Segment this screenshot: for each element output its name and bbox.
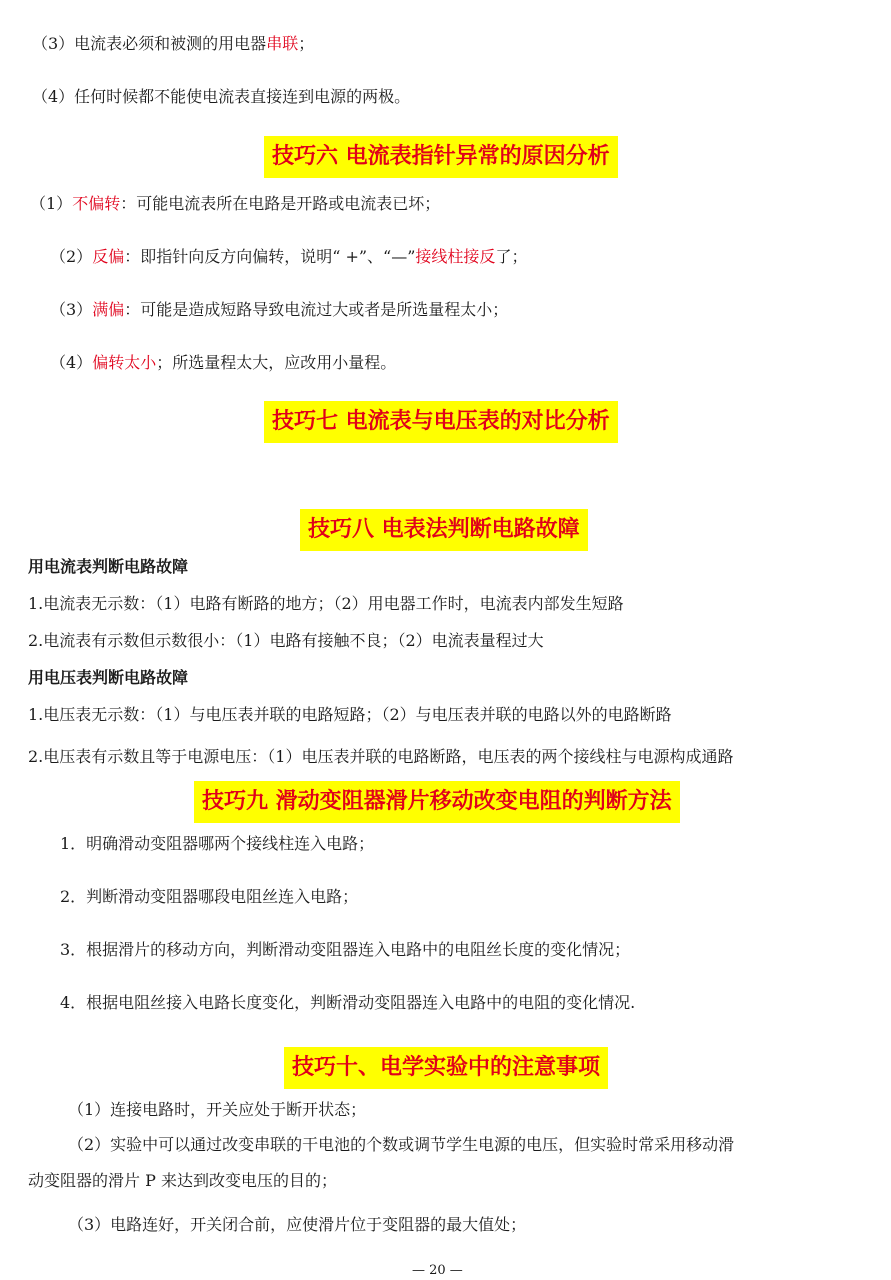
item-emphasis: 偏转太小: [92, 353, 157, 372]
section-9-item-2: 2．判断滑动变阻器哪段电阻丝连入电路；: [60, 887, 359, 906]
section-9-title: 技巧九 滑动变阻器滑片移动改变电阻的判断方法: [194, 781, 680, 823]
item-4: [32, 86, 410, 108]
section-9-item-4: 4．根据电阻丝接入电路长度变化，判断滑动变阻器连入电路中的电阻的变化情况.: [60, 993, 636, 1012]
subheading-voltmeter: 用电压表判断电路故障: [28, 668, 189, 687]
item-3: [32, 33, 314, 55]
section-6-item-2: [50, 246, 527, 268]
section-10-item-3: （3）电路连好，开关闭合前，应使滑片位于变阻器的最大值处；: [68, 1215, 527, 1234]
item-prefix: （3）: [50, 300, 93, 319]
section-10-item-1: （1）连接电路时，开关应处于断开状态；: [68, 1100, 367, 1119]
section-7-title: 技巧七 电流表与电压表的对比分析: [264, 401, 618, 443]
item-emphasis: 不偏转: [72, 194, 121, 213]
section-10-item-2a: （2）实验中可以通过改变串联的干电池的个数或调节学生电源的电压，但实验时常采用移动滑: [68, 1135, 735, 1154]
item-emphasis: 满偏: [92, 300, 125, 319]
voltmeter-item-1: 1.电压表无示数：（1）与电压表并联的电路短路；（2）与电压表并联的电路以外的电路断路: [28, 705, 672, 724]
section-6-title: 技巧六 电流表指针异常的原因分析: [264, 136, 618, 178]
section-10-item-2b: 动变阻器的滑片 P 来达到改变电压的目的；: [28, 1171, 337, 1190]
item-text: ：即指针向反方向偏转，说明“ +”、“—”: [124, 247, 416, 266]
item-3-tail: ；: [298, 34, 315, 53]
section-9-item-3: 3．根据滑片的移动方向，判断滑动变阻器连入电路中的电阻丝长度的变化情况；: [60, 940, 631, 959]
section-6-item-1: [30, 193, 440, 215]
item-emphasis-2: 接线柱接反: [415, 247, 496, 266]
item-tail: 了；: [495, 247, 528, 266]
ammeter-item-1: 1.电流表无示数：（1）电路有断路的地方；（2）用电器工作时，电流表内部发生短路: [28, 594, 624, 613]
item-4-text: （4）任何时候都不能使电流表直接连到电源的两极。: [32, 87, 411, 106]
voltmeter-item-2: 2.电压表有示数且等于电源电压：（1）电压表并联的电路断路，电压表的两个接线柱与电源构成通路: [28, 747, 734, 766]
section-9-item-1: 1．明确滑动变阻器哪两个接线柱连入电路；: [60, 834, 375, 853]
item-3-emphasis: 串联: [266, 34, 299, 53]
section-8-title: 技巧八 电表法判断电路故障: [300, 509, 588, 551]
item-prefix: （4）: [50, 353, 93, 372]
page-number: — 20 —: [412, 1263, 463, 1278]
item-prefix: （2）: [50, 247, 93, 266]
section-10-title: 技巧十、电学实验中的注意事项: [284, 1047, 608, 1089]
item-text: ：可能电流表所在电路是开路或电流表已坏；: [120, 194, 441, 213]
item-emphasis: 反偏: [92, 247, 125, 266]
subheading-ammeter: 用电流表判断电路故障: [28, 557, 189, 576]
item-text: ；所选量程太大，应改用小量程。: [156, 353, 397, 372]
section-6-item-4: [50, 352, 396, 374]
item-text: ：可能是造成短路导致电流过大或者是所选量程太小；: [124, 300, 509, 319]
section-6-item-3: [50, 299, 508, 321]
ammeter-item-2: 2.电流表有示数但示数很小：（1）电路有接触不良；（2）电流表量程过大: [28, 631, 544, 650]
item-3-text: （3）电流表必须和被测的用电器: [32, 34, 267, 53]
item-prefix: （1）: [30, 194, 73, 213]
